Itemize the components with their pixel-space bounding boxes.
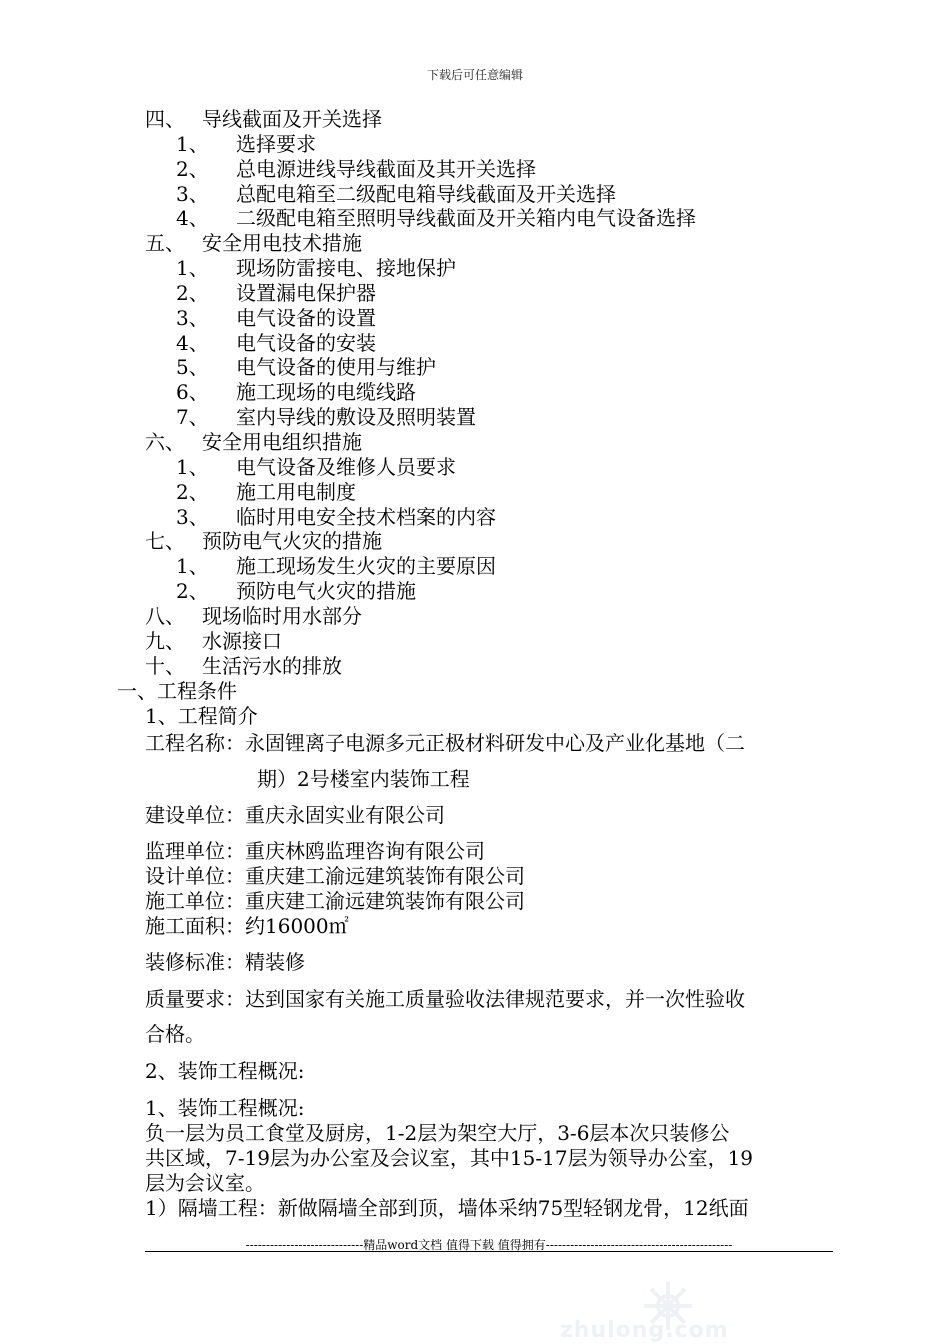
decoration-standard: 装修标准：精装修 (145, 950, 305, 974)
toc-line-2 (176, 132, 316, 156)
toc-num: 3、 (176, 505, 209, 529)
toc-line-16 (176, 480, 356, 504)
toc-text: 现场临时用水部分 (202, 604, 362, 628)
toc-text: 现场防雷接电、接地保护 (236, 256, 456, 280)
project-name-line-1: 工程名称：永固锂离子电源多元正极材料研发中心及产业化基地（二 (145, 731, 745, 755)
toc-num: 四、 (145, 107, 185, 131)
subsection-heading: 1、工程简介 (145, 704, 258, 728)
overview-heading-2: 1、装饰工程概况: (145, 1096, 305, 1120)
toc-line-8 (176, 281, 376, 305)
toc-line-11 (176, 355, 436, 379)
toc-line-21 (145, 604, 362, 628)
toc-line-17 (176, 505, 496, 529)
toc-text: 二级配电箱至照明导线截面及开关箱内电气设备选择 (236, 206, 696, 230)
construction-area: 施工面积：约16000㎡ (145, 914, 349, 938)
toc-num: 七、 (145, 529, 185, 553)
toc-num: 6、 (176, 380, 209, 404)
toc-num: 五、 (145, 231, 185, 255)
toc-num: 1、 (176, 132, 209, 156)
toc-line-13 (176, 405, 476, 429)
builder-unit: 建设单位：重庆永固实业有限公司 (145, 803, 445, 827)
toc-num: 4、 (176, 331, 209, 355)
toc-line-12 (176, 380, 416, 404)
toc-line-7 (176, 256, 456, 280)
toc-num: 7、 (176, 405, 209, 429)
toc-text: 施工现场的电缆线路 (236, 380, 416, 404)
toc-num: 十、 (145, 654, 185, 678)
toc-text: 总配电箱至二级配电箱导线截面及开关选择 (236, 182, 616, 206)
toc-line-19 (176, 554, 496, 578)
toc-text: 电气设备的设置 (236, 306, 376, 330)
toc-line-9 (176, 306, 376, 330)
overview-heading-1: 2、装饰工程概况: (145, 1059, 305, 1083)
toc-text: 导线截面及开关选择 (202, 107, 382, 131)
toc-text: 室内导线的敷设及照明装置 (236, 405, 476, 429)
toc-text: 安全用电技术措施 (202, 231, 362, 255)
toc-text: 安全用电组织措施 (202, 430, 362, 454)
toc-text: 总电源进线导线截面及其开关选择 (236, 157, 536, 181)
toc-text: 水源接口 (202, 629, 282, 653)
toc-num: 1、 (176, 256, 209, 280)
toc-num: 4、 (176, 206, 209, 230)
toc-text: 预防电气火灾的措施 (202, 529, 382, 553)
toc-num: 2、 (176, 281, 209, 305)
toc-text: 临时用电安全技术档案的内容 (236, 505, 496, 529)
design-unit: 设计单位：重庆建工渝远建筑装饰有限公司 (145, 864, 525, 888)
section-heading: 一、工程条件 (117, 679, 237, 703)
toc-line-10 (176, 331, 376, 355)
toc-line-15 (176, 455, 456, 479)
toc-line-23 (145, 654, 342, 678)
toc-text: 设置漏电保护器 (236, 281, 376, 305)
toc-text: 预防电气火灾的措施 (236, 579, 416, 603)
toc-num: 1、 (176, 455, 209, 479)
toc-line-22 (145, 629, 282, 653)
overview-paragraph-line-1: 负一层为员工食堂及厨房，1-2层为架空大厅，3-6层本次只装修公 (145, 1121, 730, 1145)
toc-text: 施工用电制度 (236, 480, 356, 504)
toc-text: 生活污水的排放 (202, 654, 342, 678)
toc-num: 5、 (176, 355, 209, 379)
toc-line-18 (145, 529, 382, 553)
quality-requirement-line-2: 合格。 (145, 1022, 205, 1046)
project-name-line-2: 期）2号楼室内装饰工程 (257, 767, 470, 791)
toc-line-3 (176, 157, 536, 181)
partition-wall-line: 1）隔墙工程：新做隔墙全部到顶，墙体采纳75型轻钢龙骨，12纸面 (145, 1196, 749, 1220)
toc-text: 选择要求 (236, 132, 316, 156)
construction-unit: 施工单位：重庆建工渝远建筑装饰有限公司 (145, 889, 525, 913)
toc-num: 八、 (145, 604, 185, 628)
watermark-text: zhulong.com (560, 1318, 729, 1343)
page-header: 下载后可任意编辑 (426, 68, 523, 82)
supervisor-unit: 监理单位：重庆林鸥监理咨询有限公司 (145, 839, 485, 863)
toc-num: 3、 (176, 306, 209, 330)
toc-text: 电气设备及维修人员要求 (236, 455, 456, 479)
toc-num: 2、 (176, 480, 209, 504)
toc-num: 1、 (176, 554, 209, 578)
footer-divider (145, 1251, 833, 1252)
toc-line-4 (176, 182, 616, 206)
toc-line-1 (145, 107, 382, 131)
toc-line-14 (145, 430, 362, 454)
toc-text: 电气设备的安装 (236, 331, 376, 355)
toc-num: 九、 (145, 629, 185, 653)
toc-num: 六、 (145, 430, 185, 454)
toc-line-20 (176, 579, 416, 603)
overview-paragraph-line-3: 层为会议室。 (145, 1171, 265, 1195)
toc-num: 2、 (176, 157, 209, 181)
toc-text: 施工现场发生火灾的主要原因 (236, 554, 496, 578)
quality-requirement-line-1: 质量要求：达到国家有关施工质量验收法律规范要求，并一次性验收 (145, 987, 745, 1011)
toc-num: 3、 (176, 182, 209, 206)
toc-num: 2、 (176, 579, 209, 603)
toc-line-6 (145, 231, 362, 255)
toc-line-5 (176, 206, 696, 230)
page-footer: -----------------------------精品word文档 值得下载 值得拥有---------------------------------------------- (245, 1238, 733, 1252)
toc-text: 电气设备的使用与维护 (236, 355, 436, 379)
overview-paragraph-line-2: 共区域，7-19层为办公室及会议室，其中15-17层为领导办公室，19 (145, 1146, 754, 1170)
